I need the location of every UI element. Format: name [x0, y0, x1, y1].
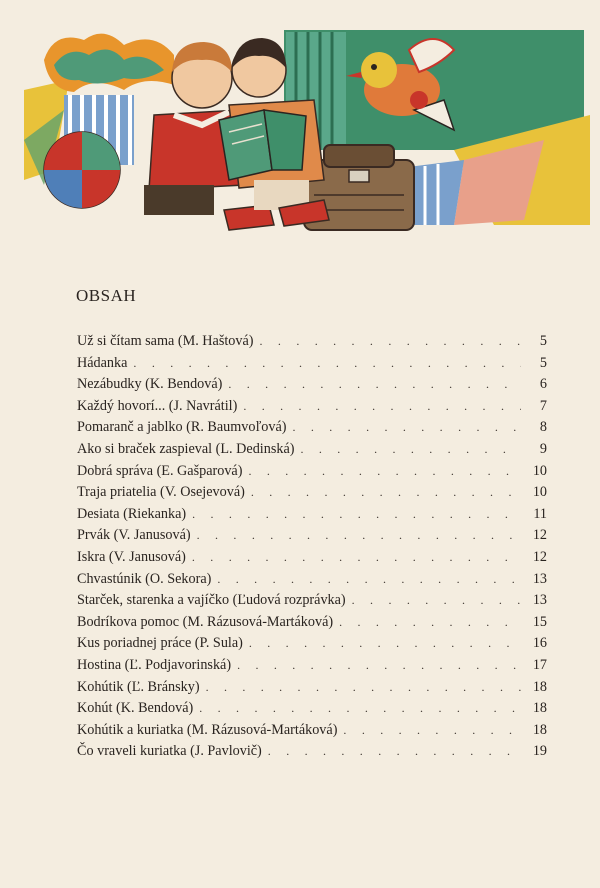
- toc-leader-dots: [237, 655, 521, 677]
- toc-entry-title: Nezábudky (K. Bendová): [77, 376, 223, 393]
- toc-entry: [77, 633, 547, 655]
- toc-heading: OBSAH: [76, 286, 137, 305]
- toc-entry-title: Čo vraveli kuriatka (J. Pavlovič): [77, 743, 262, 760]
- toc-leader-dots: [292, 417, 521, 439]
- toc-entry-title: Desiata (Riekanka): [77, 505, 187, 522]
- toc-leader-dots: [192, 504, 521, 526]
- toc-entry-page-number: 12: [532, 527, 547, 544]
- toc-entry: [77, 525, 547, 547]
- toc-entry-page-number: 15: [532, 613, 547, 630]
- toc-leader-dots: [343, 720, 521, 742]
- toc-entry-page-number: 5: [539, 333, 547, 349]
- toc-entry: [77, 439, 547, 461]
- toc-entry: [77, 396, 547, 418]
- toc-leader-dots: [206, 677, 521, 699]
- toc-entry: [77, 569, 547, 591]
- toc-leader-dots: [199, 698, 521, 720]
- toc-entry-page-number: 19: [532, 743, 547, 760]
- toc-leader-dots: [260, 331, 521, 353]
- toc-entry-title: Kohútik (Ľ. Bránsky): [77, 678, 200, 695]
- toc-entry-page-number: 16: [532, 635, 547, 652]
- toc-entry-title: Iskra (V. Janusová): [77, 548, 186, 565]
- toc-entry-page-number: 10: [532, 484, 547, 501]
- toc-entry: [77, 461, 547, 483]
- toc-entry: [77, 677, 547, 699]
- children-reading-illustration: [24, 20, 590, 235]
- toc-entry-title: Pomaranč a jablko (R. Baumvoľová): [77, 419, 287, 436]
- toc-leader-dots: [243, 396, 521, 418]
- toc-leader-dots: [300, 439, 521, 461]
- toc-entry: [77, 590, 547, 612]
- toc-entry: [77, 698, 547, 720]
- toc-entry-title: Traja priatelia (V. Osejevová): [77, 484, 245, 501]
- toc-entry-page-number: 11: [533, 505, 547, 522]
- toc-entry: [77, 374, 547, 396]
- toc-leader-dots: [228, 374, 521, 396]
- toc-leader-dots: [268, 741, 521, 763]
- toc-entry-page-number: 18: [532, 721, 547, 738]
- toc-leader-dots: [192, 547, 521, 569]
- toc-entry-title: Chvastúnik (O. Sekora): [77, 570, 212, 587]
- toc-leader-dots: [197, 525, 521, 547]
- toc-entry-page-number: 7: [539, 397, 547, 414]
- toc-entry-page-number: 12: [532, 548, 547, 565]
- toc-entry-title: Kohút (K. Bendová): [77, 700, 194, 717]
- toc-entry-title: Už si čítam sama (M. Haštová): [77, 333, 254, 349]
- toc-entry-title: Starček, starenka a vajíčko (Ľudová rozprávka): [77, 592, 346, 609]
- table-of-contents: [77, 331, 547, 763]
- toc-leader-dots: [249, 633, 521, 655]
- toc-leader-dots: [251, 482, 521, 504]
- toc-entry: [77, 331, 547, 353]
- toc-entry: [77, 482, 547, 504]
- toc-entry: [77, 655, 547, 677]
- toc-entry-title: Kus poriadnej práce (P. Sula): [77, 635, 243, 652]
- toc-entry-page-number: 18: [532, 678, 547, 695]
- toc-entry-title: Bodríkova pomoc (M. Rázusová-Martáková): [77, 613, 334, 630]
- toc-entry-title: Dobrá správa (E. Gašparová): [77, 462, 243, 479]
- toc-entry-page-number: 8: [539, 419, 547, 436]
- toc-entry-page-number: 17: [532, 656, 547, 673]
- toc-entry: [77, 612, 547, 634]
- toc-entry-title: Hostina (Ľ. Podjavorinská): [77, 656, 232, 673]
- toc-leader-dots: [133, 353, 521, 375]
- toc-entry: [77, 353, 547, 375]
- toc-entry: [77, 417, 547, 439]
- toc-entry: [77, 720, 547, 742]
- toc-entry-title: Prvák (V. Janusová): [77, 527, 191, 544]
- ball-icon: [44, 132, 120, 208]
- toc-entry-page-number: 13: [532, 592, 547, 609]
- toc-entry-title: Hádanka: [77, 354, 128, 371]
- toc-leader-dots: [339, 612, 521, 634]
- toc-entry-title: Kohútik a kuriatka (M. Rázusová-Martáková): [77, 721, 338, 738]
- toc-entry-page-number: 6: [539, 376, 547, 393]
- toc-entry: [77, 504, 547, 526]
- toc-entry: [77, 741, 547, 763]
- book-icon: [219, 110, 306, 180]
- toc-entry-page-number: 5: [539, 354, 547, 371]
- toc-entry-page-number: 10: [532, 462, 547, 479]
- toc-leader-dots: [248, 461, 521, 483]
- toc-entry-page-number: 18: [532, 700, 547, 717]
- toc-entry-page-number: 9: [539, 440, 547, 457]
- toc-leader-dots: [217, 569, 521, 591]
- toc-leader-dots: [352, 590, 521, 612]
- toc-entry-title: Ako si braček zaspieval (L. Dedinská): [77, 440, 295, 457]
- toc-entry: [77, 547, 547, 569]
- toc-entry-page-number: 13: [532, 570, 547, 587]
- toc-entry-title: Každý hovorí... (J. Navrátil): [77, 397, 238, 414]
